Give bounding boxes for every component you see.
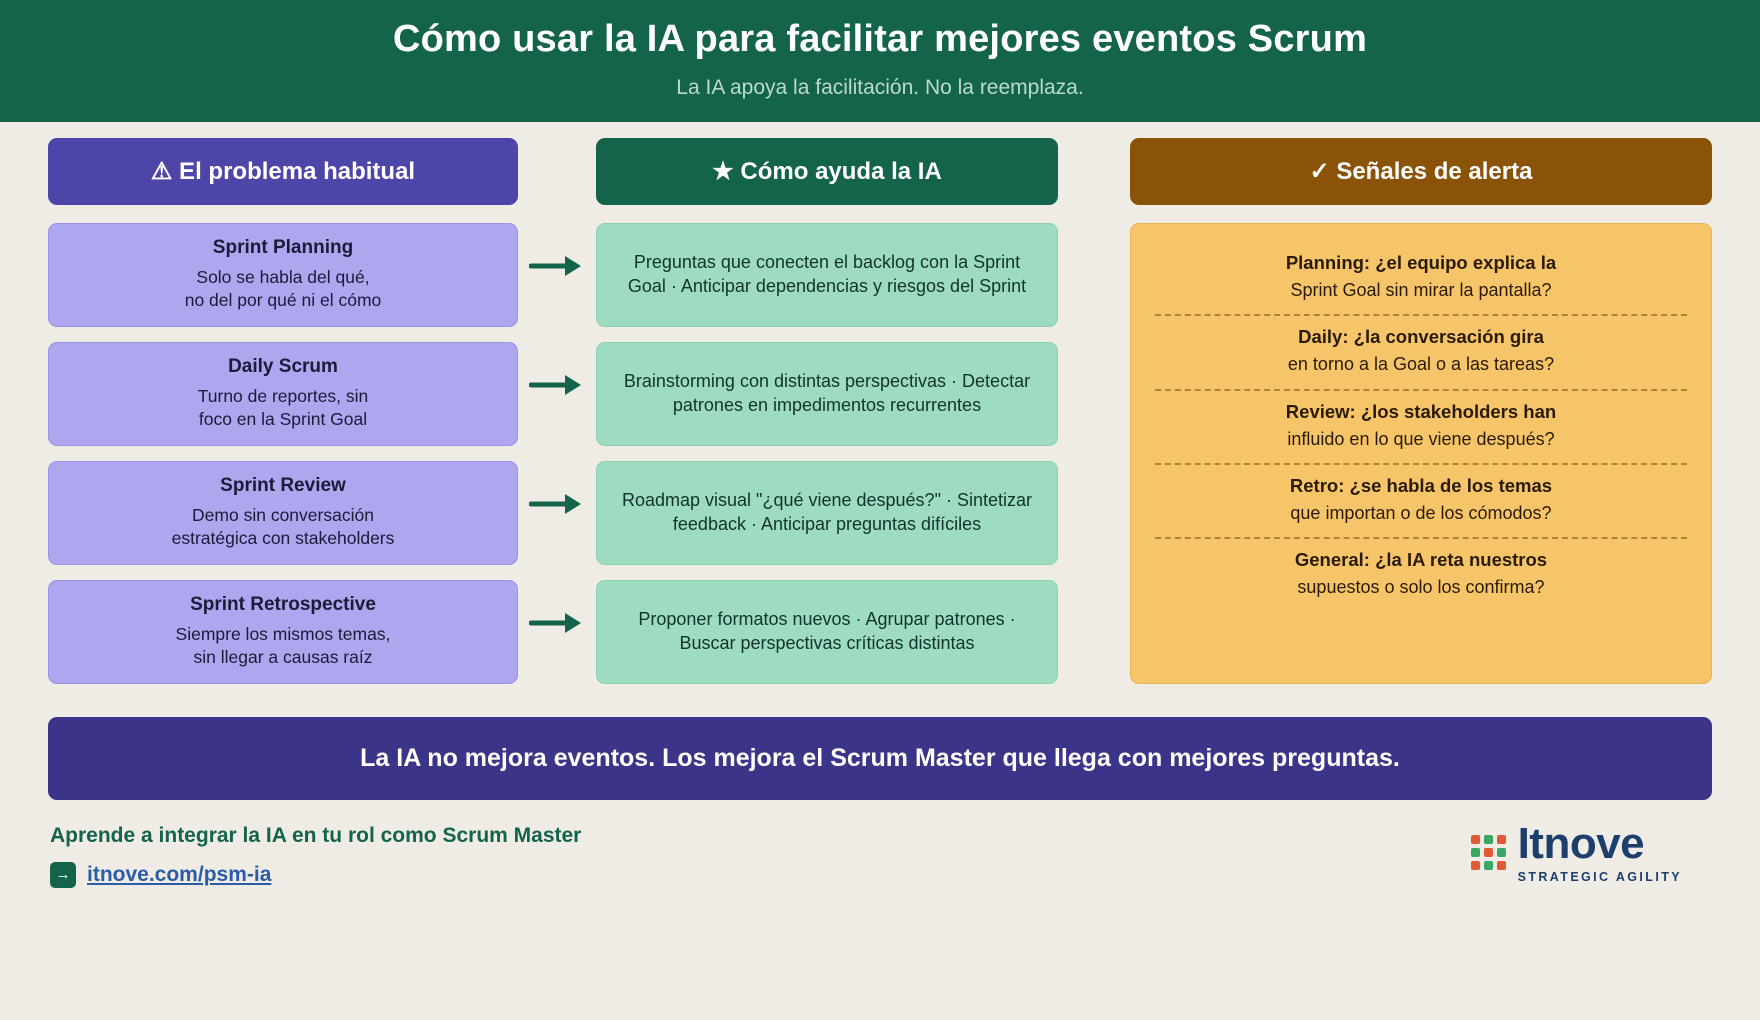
- problem-card-desc: Turno de reportes, sin foco en la Sprint Goal: [197, 386, 369, 430]
- arrow-right-icon: [529, 609, 585, 637]
- problem-card: [48, 342, 518, 446]
- page-footer: [48, 800, 1712, 888]
- column-header-ai: ★ Cómo ayuda la IA: [596, 138, 1058, 205]
- column-spacer: [1058, 138, 1130, 699]
- alerts-panel: [1130, 223, 1712, 684]
- page-title: Cómo usar la IA para facilitar mejores eventos Scrum: [392, 18, 1368, 60]
- problem-card-title: Sprint Retrospective: [190, 594, 376, 616]
- problem-card-desc: Solo se habla del qué, no del por qué ni el cómo: [184, 267, 382, 311]
- arrow-slot: [518, 214, 596, 318]
- problem-card-title: Sprint Review: [220, 475, 346, 497]
- problem-card-desc: Siempre los mismos temas, sin llegar a causas raíz: [175, 624, 391, 668]
- column-header-problem: ⚠ El problema habitual: [48, 138, 518, 205]
- footer-cta-block: [50, 822, 581, 888]
- footer-link[interactable]: itnove.com/psm-ia: [87, 862, 272, 886]
- alert-item: [1155, 539, 1687, 611]
- column-header-alerts: ✓ Señales de alerta: [1130, 138, 1712, 205]
- logo-name: Itnove: [1517, 818, 1645, 868]
- arrow-slot: [518, 571, 596, 675]
- problem-card: [48, 461, 518, 565]
- alert-item: [1155, 465, 1687, 537]
- column-ai: [596, 138, 1058, 699]
- column-problem: [48, 138, 518, 699]
- problem-card: [48, 580, 518, 684]
- columns-container: [48, 138, 1712, 699]
- arrow-slot: [518, 333, 596, 437]
- arrow-right-icon: [529, 490, 585, 518]
- logo-text: [1517, 818, 1682, 884]
- ai-card: Preguntas que conecten el backlog con la Sprint Goal · Anticipar dependencias y riesgos del Sprint: [596, 223, 1058, 327]
- page-body: [0, 122, 1760, 1020]
- alert-item: [1155, 391, 1687, 463]
- alert-item-bold: Review: ¿los stakeholders han: [1285, 400, 1557, 422]
- problem-card-title: Daily Scrum: [228, 356, 338, 378]
- alert-item-bold: Retro: ¿se habla de los temas: [1289, 475, 1553, 496]
- brand-logo: [1471, 818, 1710, 884]
- arrow-right-icon: [529, 252, 585, 280]
- alert-item: [1155, 242, 1687, 314]
- page-header: [0, 0, 1760, 122]
- footer-link-row[interactable]: [50, 862, 581, 888]
- alert-item-rest: supuestos o solo los confirma?: [1297, 577, 1545, 598]
- arrow-column: [518, 138, 596, 699]
- closing-banner: La IA no mejora eventos. Los mejora el Scrum Master que llega con mejores preguntas.: [48, 717, 1712, 800]
- logo-dots-icon: [1471, 835, 1506, 870]
- problem-card-title: Sprint Planning: [212, 237, 354, 259]
- alert-item-rest: influido en lo que viene después?: [1287, 428, 1555, 449]
- ai-card: Roadmap visual "¿qué viene después?" · Sintetizar feedback · Anticipar preguntas difíciles: [596, 461, 1058, 565]
- alert-item-rest: en torno a la Goal o a las tareas?: [1287, 354, 1555, 375]
- problem-card: [48, 223, 518, 327]
- alert-item-bold: General: ¿la IA reta nuestros: [1294, 549, 1548, 571]
- page-subtitle: La IA apoya la facilitación. No la reemplaza.: [676, 75, 1084, 99]
- ai-card: Proponer formatos nuevos · Agrupar patrones · Buscar perspectivas críticas distintas: [596, 580, 1058, 684]
- arrow-slot: [518, 452, 596, 556]
- logo-tagline: STRATEGIC AGILITY: [1517, 869, 1682, 884]
- problem-card-desc: Demo sin conversación estratégica con stakeholders: [171, 505, 395, 549]
- footer-cta-text: Aprende a integrar la IA en tu rol como Scrum Master: [50, 823, 582, 847]
- alert-item-rest: Sprint Goal sin mirar la pantalla?: [1290, 279, 1552, 300]
- arrow-right-icon: [529, 371, 585, 399]
- arrow-right-icon: →: [50, 862, 76, 888]
- alert-item-rest: que importan o de los cómodos?: [1290, 503, 1552, 524]
- ai-card: Brainstorming con distintas perspectivas · Detectar patrones en impedimentos recurrentes: [596, 342, 1058, 446]
- column-alerts: [1130, 138, 1712, 699]
- alert-item-bold: Daily: ¿la conversación gira: [1298, 326, 1544, 348]
- alert-item-bold: Planning: ¿el equipo explica la: [1285, 251, 1557, 273]
- alert-item: [1155, 316, 1687, 388]
